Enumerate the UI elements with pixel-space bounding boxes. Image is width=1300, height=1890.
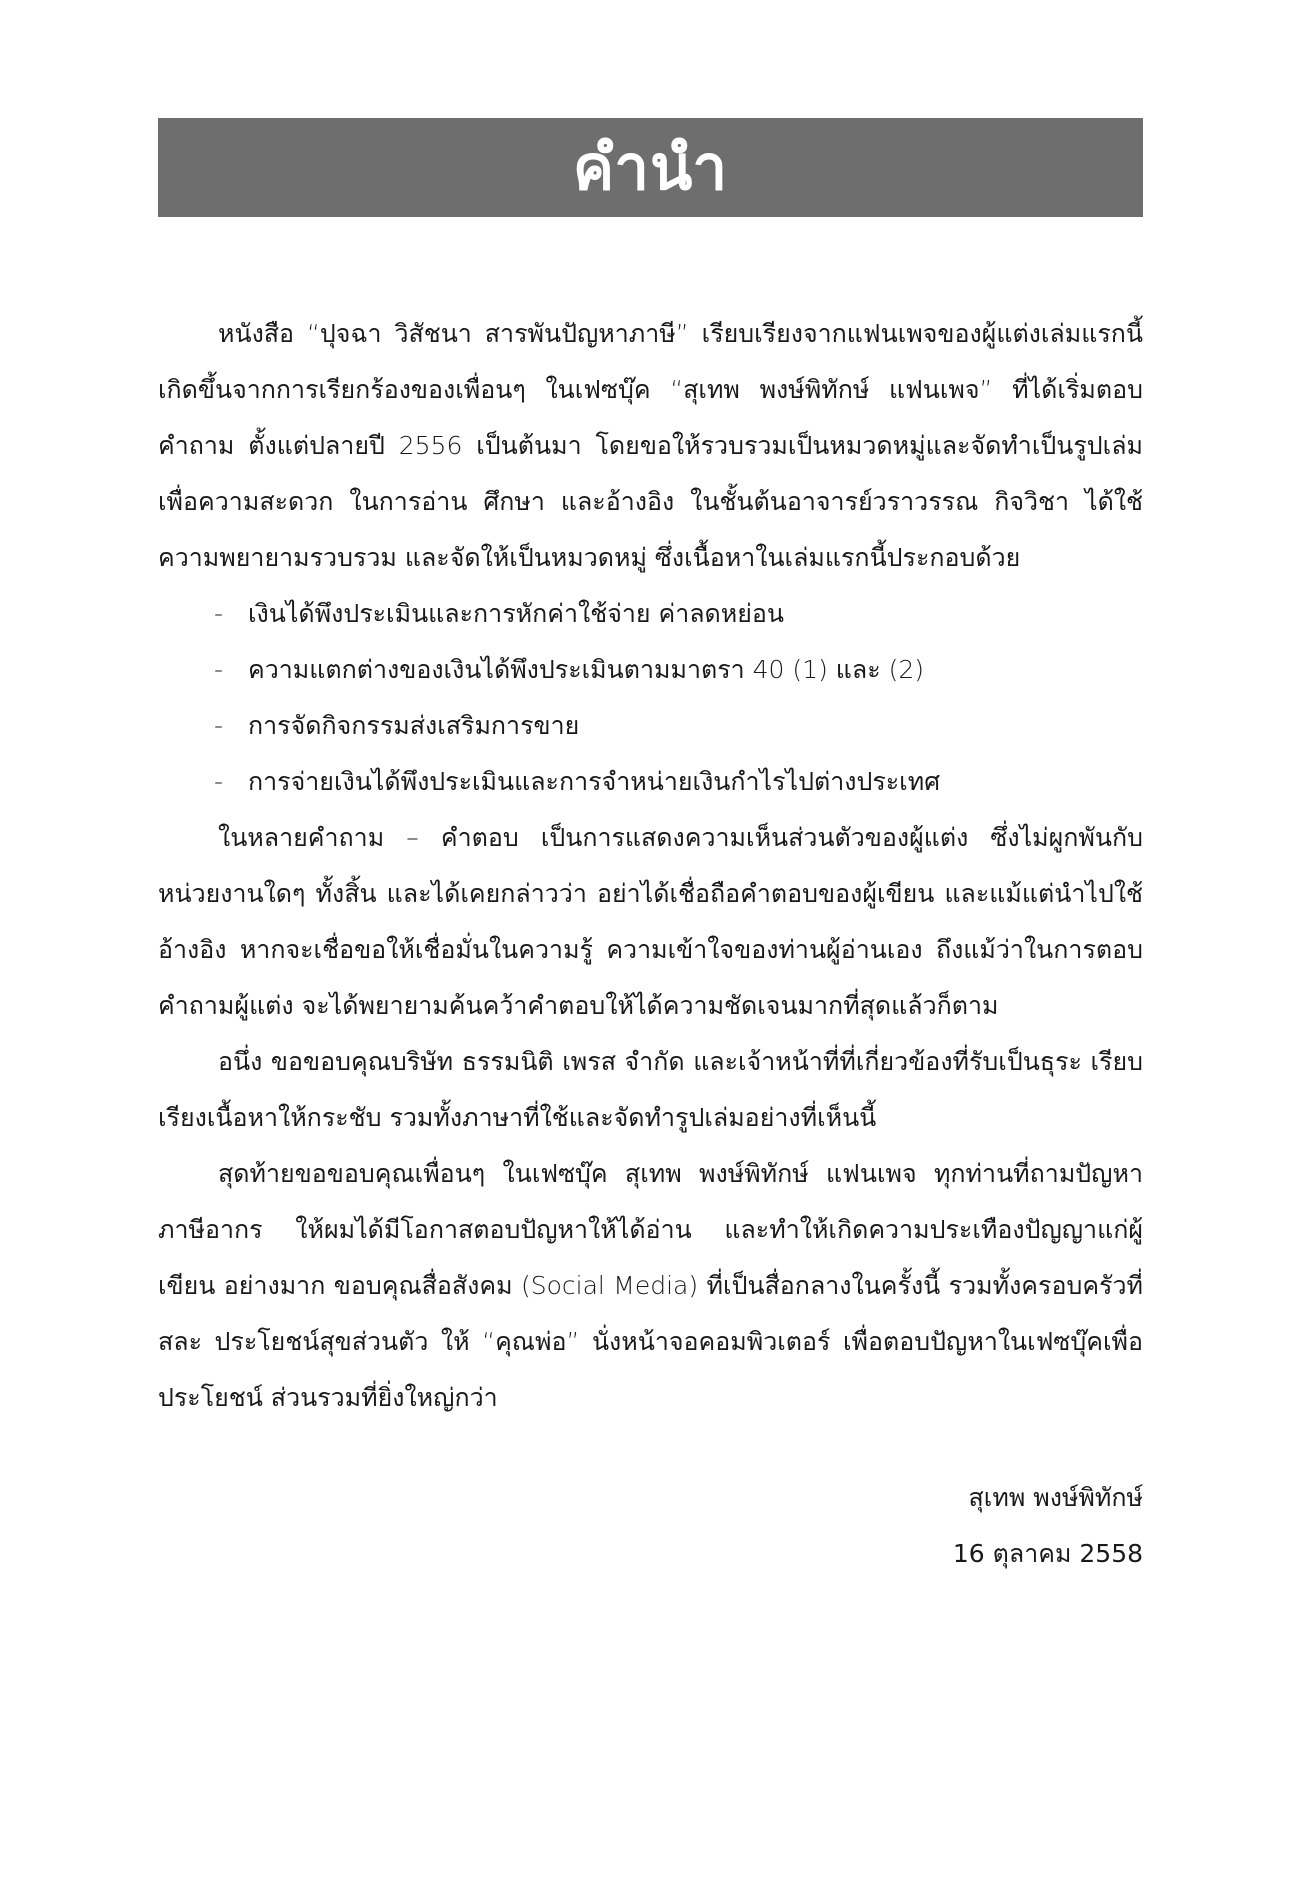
list-item xyxy=(158,642,1143,698)
author-name: สุเทพ พงษ์พิทักษ์ xyxy=(968,1483,1143,1512)
disclaimer-paragraph: ในหลายคำถาม – คำตอบ เป็นการแสดงความเห็นส่วนตัวของผู้แต่ง ซึ่งไม่ผูกพันกับ หน่วยงานใดๆ ทั้งสิ้น และได้เคยกล่าวว่า อย่าได้เชื่อถือคำตอบของผู้เขียน และแม้แต่นำไปใช้อ้างอิง หากจะเชื่อขอให้เชื่อมั่นในความรู้ ความเข้าใจของท่านผู้อ่านเอง ถึงแม้ว่าในการตอบคำถามผู้แต่ง จะได้พยายามค้นคว้าคำตอบให้ได้ความชัดเจนมากที่สุดแล้วก็ตาม xyxy=(158,823,1143,1020)
list-item xyxy=(158,586,1143,642)
signature-date: 16 ตุลาคม 2558 xyxy=(952,1539,1143,1568)
contents-list xyxy=(158,586,1143,810)
preface-body xyxy=(158,306,1143,1426)
bullet-dash: - xyxy=(214,711,224,740)
bullet-dash: - xyxy=(214,767,224,796)
list-item-text: ความแตกต่างของเงินได้พึงประเมินตามมาตรา 40 (1) และ (2) xyxy=(248,655,924,684)
list-item xyxy=(158,698,1143,754)
list-item-text: การจัดกิจกรรมส่งเสริมการขาย xyxy=(248,711,580,740)
closing-thanks-paragraph: สุดท้ายขอขอบคุณเพื่อนๆ ในเฟซบุ๊ค สุเทพ พงษ์พิทักษ์ แฟนเพจ ทุกท่านที่ถามปัญหา ภาษีอากร ให้ผมได้มีโอกาสตอบปัญหาให้ได้อ่าน และทำให้เกิดความประเทืองปัญญาแก่ผู้เขียน อย่างมาก ขอบคุณสื่อสังคม (Social Media) ที่เป็นสื่อกลางในครั้งนี้ รวมทั้งครอบครัวที่สละ ประโยชน์สุขส่วนตัว ให้ “คุณพ่อ” นั่งหน้าจอคอมพิวเตอร์ เพื่อตอบปัญหาในเฟซบุ๊คเพื่อประโยชน์ ส่วนรวมที่ยิ่งใหญ่กว่า xyxy=(158,1159,1143,1412)
bullet-dash: - xyxy=(214,655,224,684)
signature-block xyxy=(953,1470,1143,1582)
title-banner xyxy=(158,118,1143,217)
page-title: คำนำ xyxy=(572,130,729,204)
list-item-text: การจ่ายเงินได้พึงประเมินและการจำหน่ายเงินกำไรไปต่างประเทศ xyxy=(248,767,941,796)
list-item-text: เงินได้พึงประเมินและการหักค่าใช้จ่าย ค่าลดหย่อน xyxy=(248,599,785,628)
list-item xyxy=(158,754,1143,810)
bullet-dash: - xyxy=(214,599,224,628)
intro-paragraph: หนังสือ “ปุจฉา วิสัชนา สารพันปัญหาภาษี” เรียบเรียงจากแฟนเพจของผู้แต่งเล่มแรกนี้ เกิดขึ้นจากการเรียกร้องของเพื่อนๆ ในเฟซบุ๊ค “สุเทพ พงษ์พิทักษ์ แฟนเพจ” ที่ได้เริ่มตอบคำถาม ตั้งแต่ปลายปี 2556 เป็นต้นมา โดยขอให้รวบรวมเป็นหมวดหมู่และจัดทำเป็นรูปเล่ม เพื่อความสะดวก ในการอ่าน ศึกษา และอ้างอิง ในชั้นต้นอาจารย์วราวรรณ กิจวิชา ได้ใช้ความพยายามรวบรวม และจัดให้เป็นหมวดหมู่ ซึ่งเนื้อหาในเล่มแรกนี้ประกอบด้วย xyxy=(158,319,1143,572)
publisher-thanks-paragraph: อนึ่ง ขอขอบคุณบริษัท ธรรมนิติ เพรส จำกัด และเจ้าหน้าที่ที่เกี่ยวข้องที่รับเป็นธุระ เรียบเรียงเนื้อหาให้กระชับ รวมทั้งภาษาที่ใช้และจัดทำรูปเล่มอย่างที่เห็นนี้ xyxy=(158,1047,1143,1132)
